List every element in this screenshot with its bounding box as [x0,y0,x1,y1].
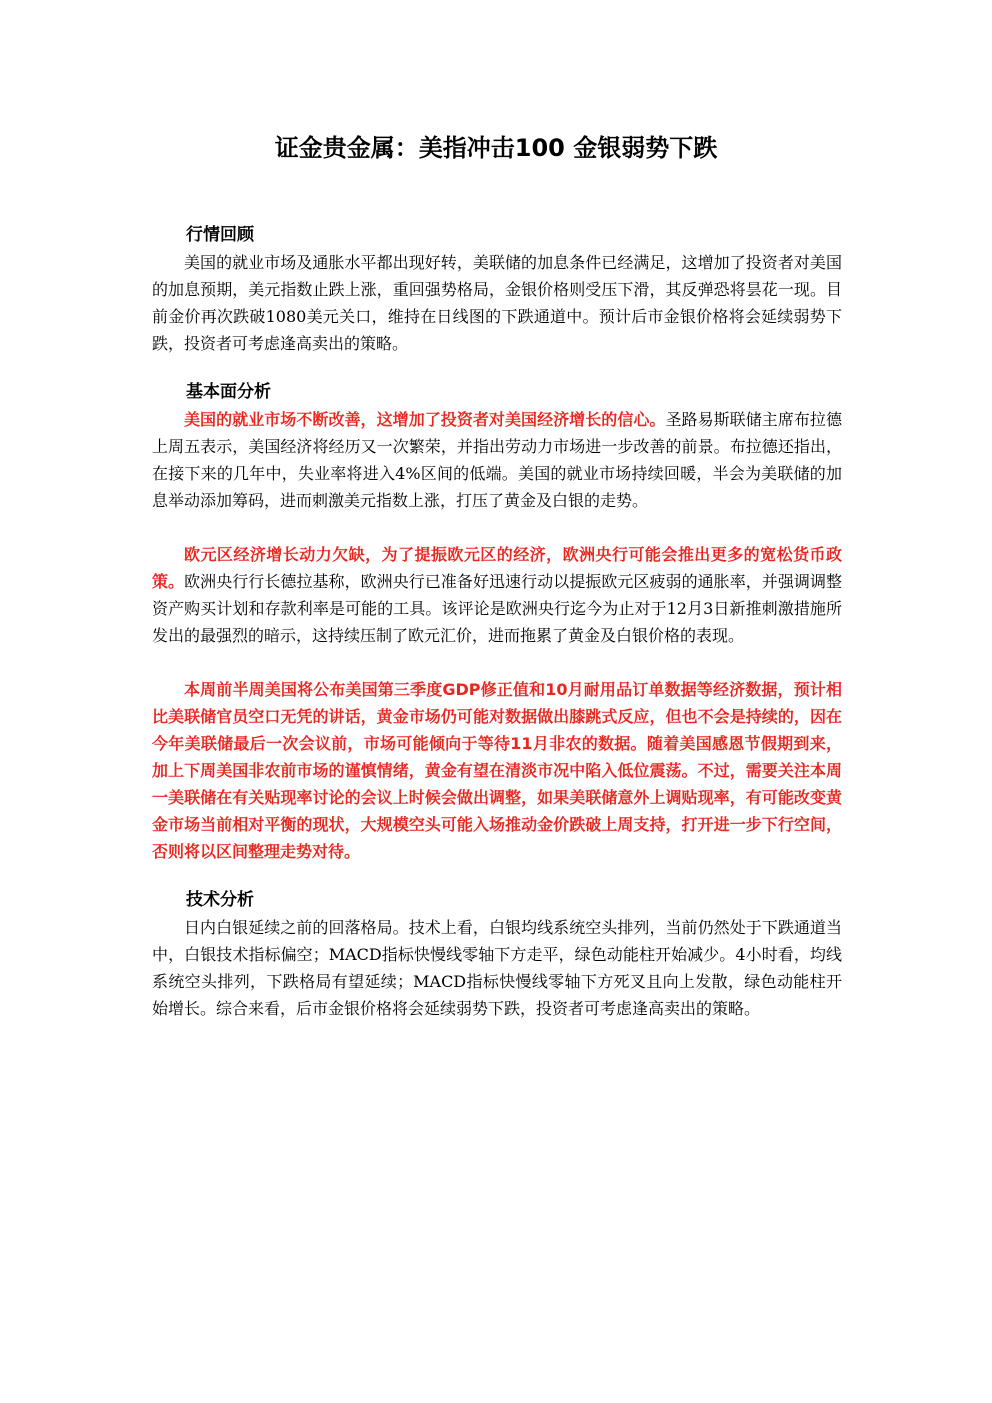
document-title: 证金贵金属：美指冲击100 金银弱势下跌 [274,134,718,162]
paragraph-fundamental-2 [152,541,842,649]
document-body [152,222,842,1022]
paragraph-text: 欧洲央行行长德拉基称，欧洲央行已准备好迅速行动以提振欧元区疲弱的通胀率，并强调调整资产购买计划和存款利率是可能的工具。该评论是欧洲央行迄今为止对于12月3日新推刺激措施所发出的最强烈的暗示，这持续压制了欧元汇价，进而拖累了黄金及白银价格的表现。 [152,572,842,645]
paragraph-technical: 日内白银延续之前的回落格局。技术上看，白银均线系统空头排列，当前仍然处于下跌通道当中，白银技术指标偏空；MACD指标快慢线零轴下方走平，绿色动能柱开始减少。4小时看，均线系统空头排列，下跌格局有望延续；MACD指标快慢线零轴下方死叉且向上发散，绿色动能柱开始增长。综合来看，后市金银价格将会延续弱势下跌，投资者可考虑逢高卖出的策略。 [152,918,842,1018]
highlight-text: 美国的就业市场不断改善，这增加了投资者对美国经济增长的信心。 [184,410,666,429]
section-heading-review: 行情回顾 [186,225,254,245]
paragraph-fundamental-1 [152,406,842,514]
section-heading-technical: 技术分析 [186,890,254,910]
paragraph-review: 美国的就业市场及通胀水平都出现好转，美联储的加息条件已经满足，这增加了投资者对美国的加息预期，美元指数止跌上涨，重回强势格局，金银价格则受压下滑，其反弹恐将昙花一现。目前金价再次跌破1080美元关口，维持在日线图的下跌通道中。预计后市金银价格将会延续弱势下跌，投资者可考虑逢高卖出的策略。 [152,253,842,353]
highlight-text: 本周前半周美国将公布美国第三季度GDP修正值和10月耐用品订单数据等经济数据，预计相比美联储官员空口无凭的讲话，黄金市场仍可能对数据做出膝跳式反应，但也不会是持续的，因在今年美联储最后一次会议前，市场可能倾向于等待11月非农的数据。随着美国感恩节假期到来，加上下周美国非农前市场的谨慎情绪，黄金有望在清淡市况中陷入低位震荡。不过，需要关注本周一美联储在有关贴现率讨论的会议上时候会做出调整，如果美联储意外上调贴现率，有可能改变黄金市场当前相对平衡的现状，大规模空头可能入场推动金价跌破上周支持，打开进一步下行空间，否则将以区间整理走势对待。 [152,680,842,861]
section-fundamental-analysis [152,379,842,865]
section-technical-analysis [152,887,842,1022]
highlight-text: 欧元区经济增长动力欠缺，为了提振欧元区的经济，欧洲央行可能会推出更多的宽松货币政策。 [152,545,842,591]
paragraph-text: 圣路易斯联储主席布拉德上周五表示，美国经济将经历又一次繁荣，并指出劳动力市场进一步改善的前景。布拉德还指出，在接下来的几年中，失业率将进入4%区间的低端。美国的就业市场持续回暖，半会为美联储的加息举动添加筹码，进而刺激美元指数上涨，打压了黄金及白银的走势。 [152,410,842,510]
section-heading-fundamental: 基本面分析 [186,382,271,402]
section-market-review [152,222,842,357]
paragraph-fundamental-3 [152,676,842,865]
